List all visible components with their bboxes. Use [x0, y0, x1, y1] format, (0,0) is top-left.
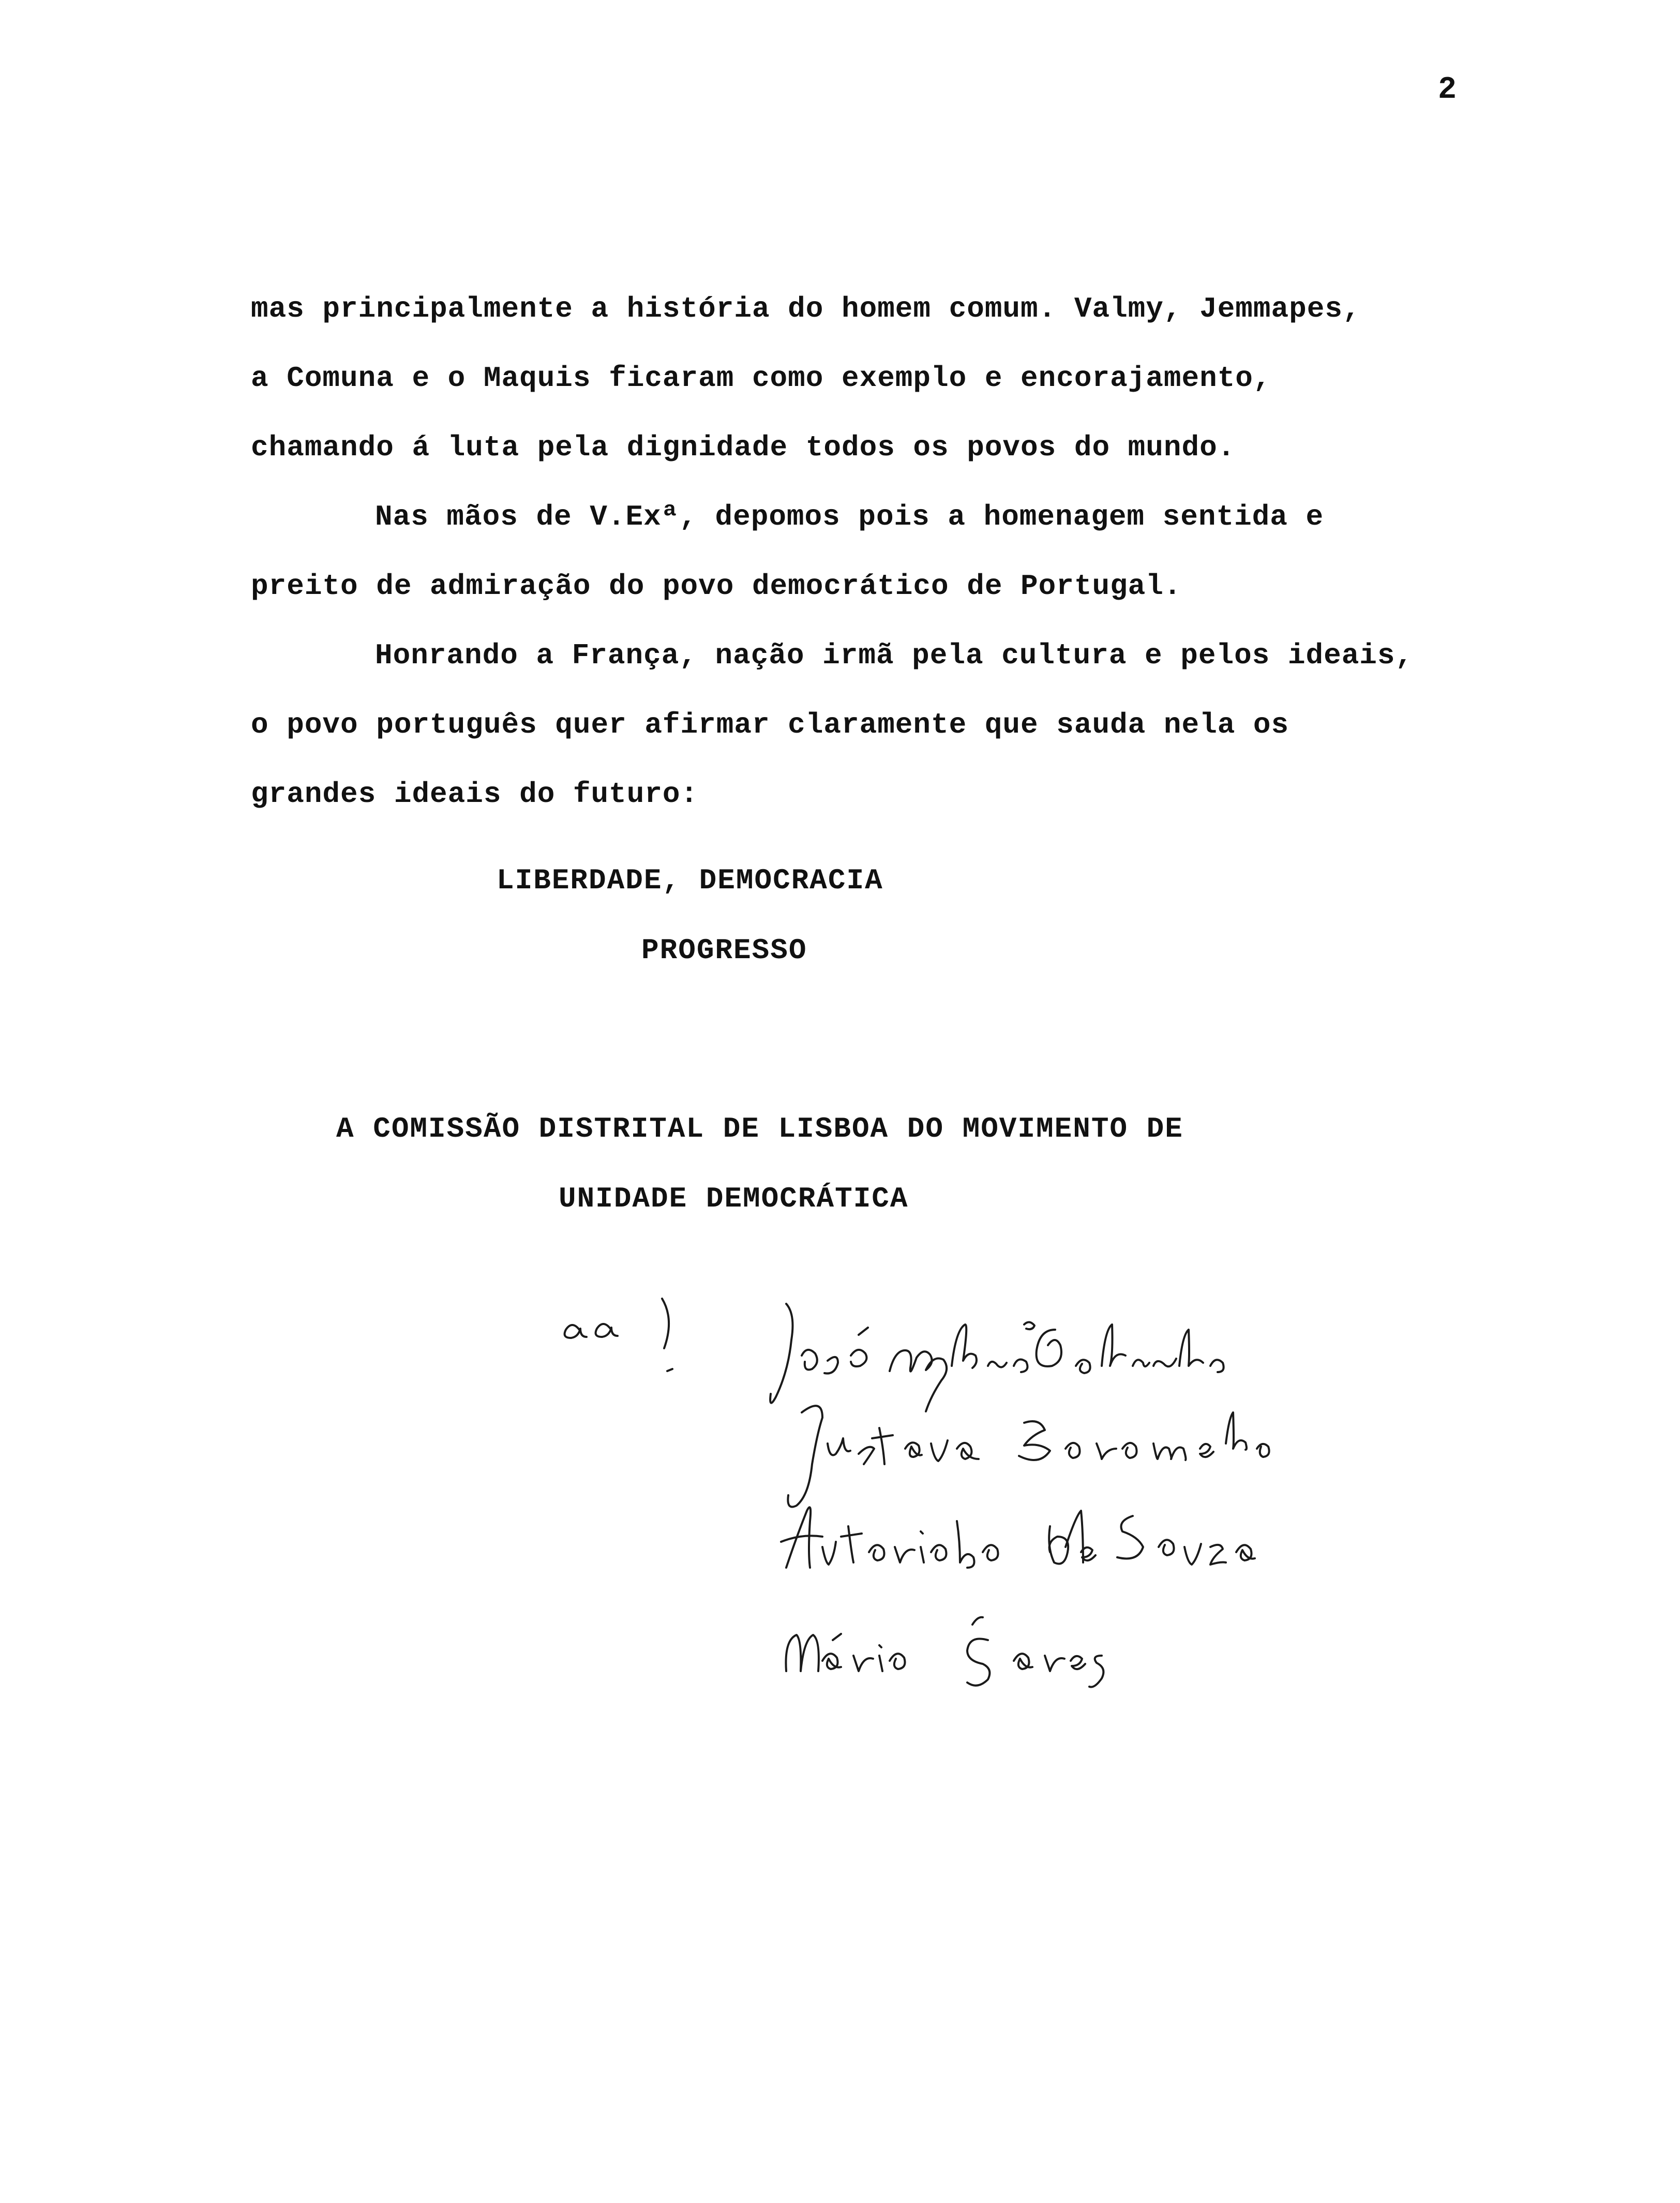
paragraph-line: a Comuna e o Maquis ficaram como exemplo e encorajamento,: [251, 362, 1271, 395]
signature-4: [786, 1617, 1103, 1687]
signature-1: [770, 1304, 1224, 1411]
paragraph-line: chamando á luta pela dignidade todos os povos do mundo.: [251, 431, 1236, 464]
motto-line-2: PROGRESSO: [641, 934, 807, 967]
signature-2: [788, 1406, 1269, 1507]
signature-prefix: [565, 1299, 672, 1371]
handwritten-signatures: [559, 1288, 1438, 1744]
signature-3: [781, 1507, 1255, 1568]
motto-line-1: LIBERDADE, DEMOCRACIA: [497, 864, 883, 897]
page-number: 2: [1438, 72, 1457, 108]
paragraph-line: grandes ideais do futuro:: [251, 778, 699, 811]
paragraph-line: preito de admiração do povo democrático de Portugal.: [251, 570, 1182, 603]
committee-line-2: UNIDADE DEMOCRÁTICA: [559, 1182, 909, 1215]
paragraph-line: o povo português quer afirmar claramente que sauda nela os: [251, 708, 1289, 741]
letter-paragraphs: [251, 274, 1575, 829]
committee-line-1: A COMISSÃO DISTRITAL DE LISBOA DO MOVIMENTO DE: [336, 1112, 1183, 1145]
paragraph-line: Nas mãos de V.Exª, depomos pois a homenagem sentida e: [375, 500, 1324, 533]
signatures-drawing: [559, 1288, 1438, 1744]
paragraph-line: mas principalmente a história do homem comum. Valmy, Jemmapes,: [251, 292, 1361, 325]
paragraph-line: Honrando a França, nação irmã pela cultura e pelos ideais,: [375, 639, 1414, 672]
